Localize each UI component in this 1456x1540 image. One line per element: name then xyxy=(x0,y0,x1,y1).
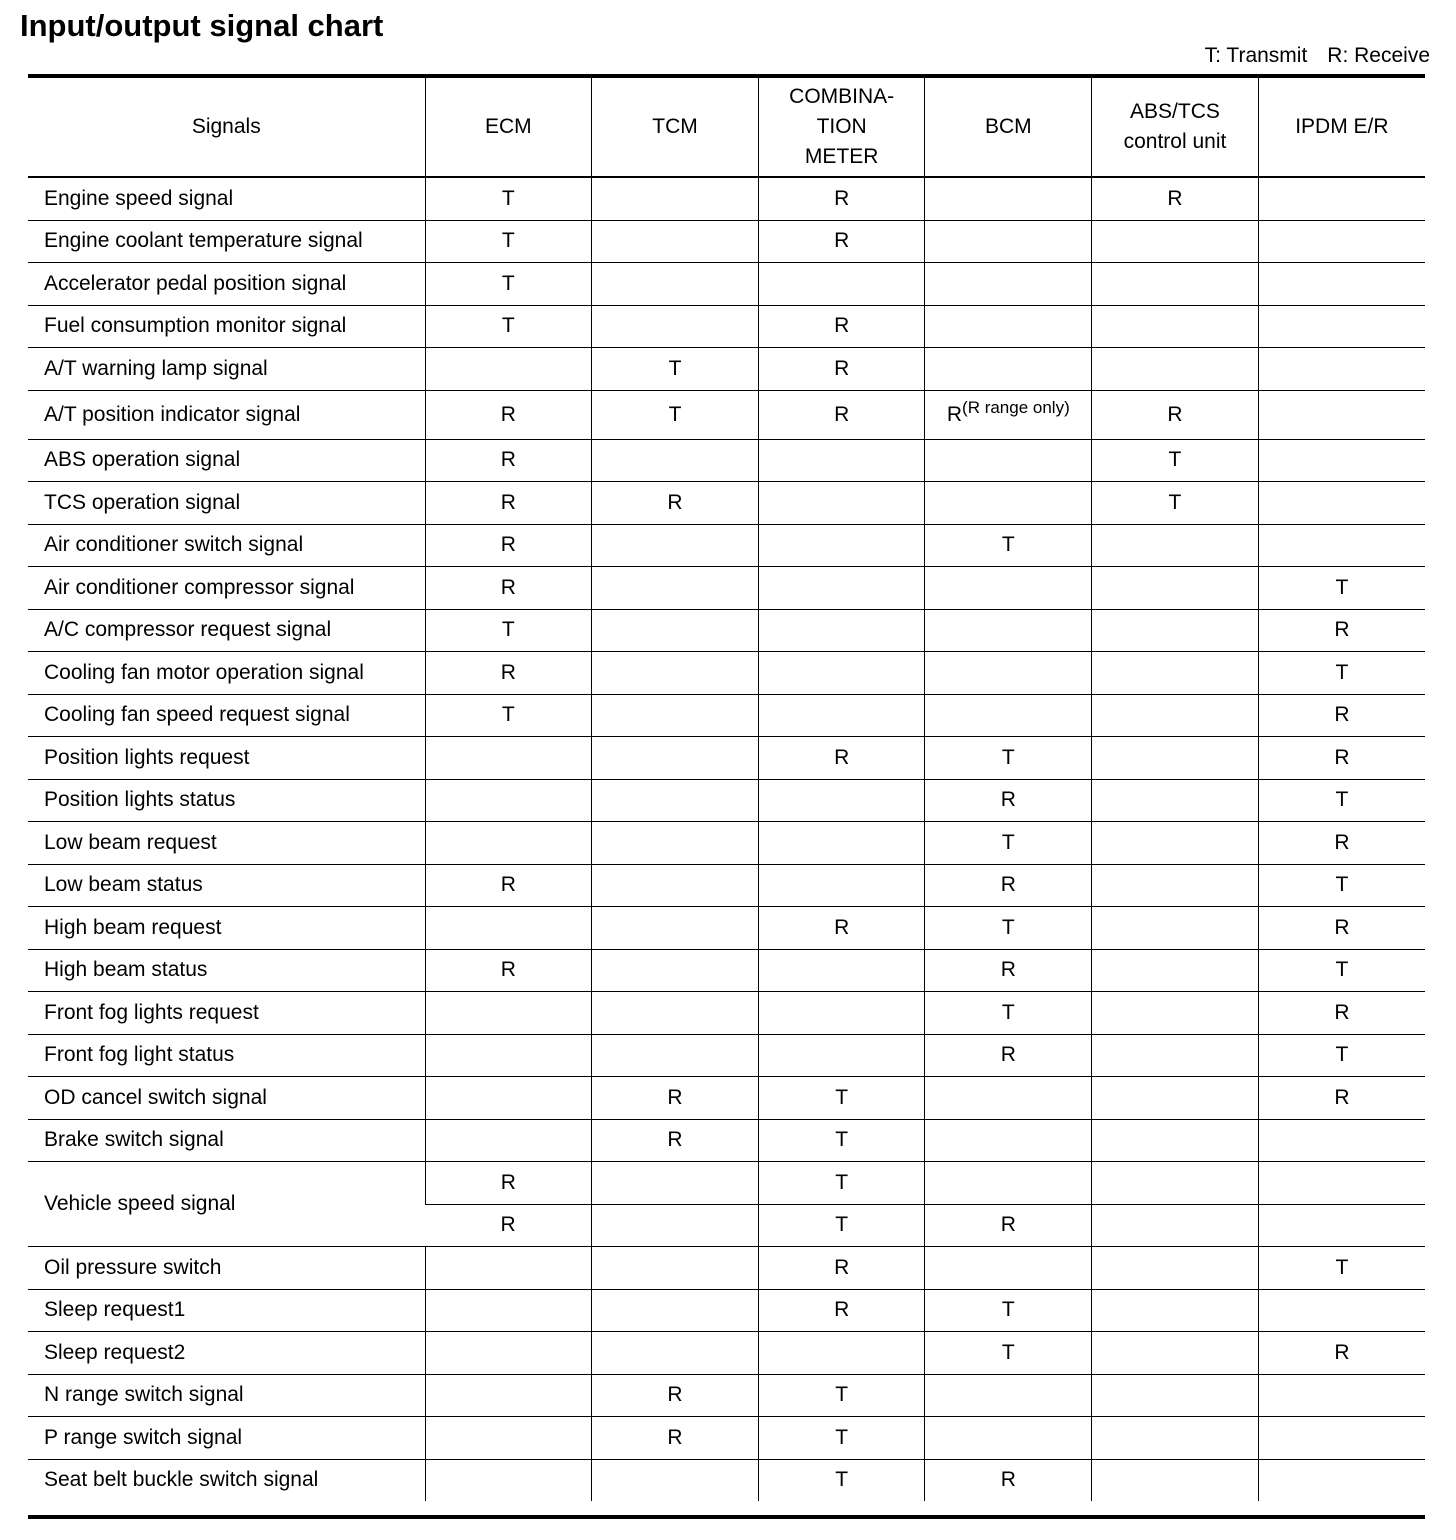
signal-cell xyxy=(425,1034,592,1077)
signal-cell: R xyxy=(425,567,592,610)
table-row xyxy=(28,1077,1425,1120)
signal-cell xyxy=(425,1247,592,1290)
table-row xyxy=(28,524,1425,567)
signal-name: ABS operation signal xyxy=(28,439,425,482)
signal-cell xyxy=(1092,779,1259,822)
signal-name: Fuel consumption monitor signal xyxy=(28,305,425,348)
signal-cell xyxy=(1092,737,1259,780)
signal-cell: R xyxy=(1258,1077,1425,1120)
signal-cell xyxy=(1092,652,1259,695)
signal-name: Cooling fan motor operation signal xyxy=(28,652,425,695)
signal-cell: R xyxy=(1258,737,1425,780)
signal-name: Air conditioner compressor signal xyxy=(28,567,425,610)
signal-cell xyxy=(1258,482,1425,525)
signal-cell xyxy=(1258,1374,1425,1417)
signal-cell: T xyxy=(1258,1247,1425,1290)
signal-cell xyxy=(592,609,759,652)
signal-cell: R xyxy=(1092,390,1259,439)
signal-cell: R xyxy=(1258,992,1425,1035)
signal-cell xyxy=(592,652,759,695)
header-line: TCM xyxy=(652,115,698,138)
signal-cell: T xyxy=(1092,439,1259,482)
table-row xyxy=(28,1289,1425,1332)
table-row xyxy=(28,390,1425,439)
signal-cell xyxy=(758,263,925,306)
signal-cell xyxy=(592,439,759,482)
signal-cell xyxy=(1258,305,1425,348)
signal-cell xyxy=(425,737,592,780)
table-row xyxy=(28,220,1425,263)
signal-cell xyxy=(925,305,1092,348)
signal-cell: R xyxy=(758,390,925,439)
signal-cell: T xyxy=(925,737,1092,780)
signal-cell xyxy=(425,1289,592,1332)
legend-transmit: T: Transmit xyxy=(1204,44,1308,67)
signal-cell xyxy=(925,1162,1092,1205)
signal-name: Vehicle speed signal xyxy=(28,1162,425,1247)
signal-cell xyxy=(425,1119,592,1162)
table-row xyxy=(28,177,1425,220)
signal-cell: R xyxy=(925,864,1092,907)
signal-cell xyxy=(1092,1034,1259,1077)
signal-cell xyxy=(592,305,759,348)
table-row xyxy=(28,949,1425,992)
signal-name: Position lights request xyxy=(28,737,425,780)
signal-cell xyxy=(1258,439,1425,482)
table-row xyxy=(28,567,1425,610)
signal-name: TCS operation signal xyxy=(28,482,425,525)
header-line: IPDM E/R xyxy=(1295,115,1389,138)
signal-cell xyxy=(592,1459,759,1501)
signal-cell xyxy=(925,263,1092,306)
signal-cell xyxy=(1258,177,1425,220)
signal-cell xyxy=(758,567,925,610)
signal-cell: T xyxy=(925,992,1092,1035)
table-row xyxy=(28,263,1425,306)
signal-cell: R xyxy=(1092,177,1259,220)
table-row xyxy=(28,348,1425,391)
signal-cell xyxy=(925,1077,1092,1120)
signal-cell: T xyxy=(925,822,1092,865)
signal-cell xyxy=(925,439,1092,482)
signal-cell xyxy=(1092,1289,1259,1332)
signal-cell: T xyxy=(925,524,1092,567)
signal-cell xyxy=(925,1119,1092,1162)
signal-cell xyxy=(1258,1289,1425,1332)
signal-cell: R xyxy=(758,1289,925,1332)
signal-cell: R xyxy=(592,1077,759,1120)
signal-cell xyxy=(592,567,759,610)
signal-name: Front fog light status xyxy=(28,1034,425,1077)
legend xyxy=(1205,44,1430,68)
signal-name: Air conditioner switch signal xyxy=(28,524,425,567)
table-row xyxy=(28,1119,1425,1162)
page-title: Input/output signal chart xyxy=(20,8,384,43)
signal-cell xyxy=(592,263,759,306)
signal-cell: T xyxy=(1258,567,1425,610)
signal-cell xyxy=(1258,348,1425,391)
signal-name: N range switch signal xyxy=(28,1374,425,1417)
signal-name: Low beam request xyxy=(28,822,425,865)
table-row xyxy=(28,694,1425,737)
signal-cell: R xyxy=(1258,694,1425,737)
signal-cell xyxy=(1092,822,1259,865)
signal-name: Sleep request1 xyxy=(28,1289,425,1332)
header-bcm xyxy=(925,78,1092,177)
signal-cell xyxy=(1092,992,1259,1035)
signal-name: High beam request xyxy=(28,907,425,950)
table-row xyxy=(28,609,1425,652)
signal-cell: R xyxy=(425,652,592,695)
signal-cell xyxy=(425,1374,592,1417)
signal-cell xyxy=(425,907,592,950)
signal-cell xyxy=(758,1034,925,1077)
legend-receive: R: Receive xyxy=(1327,44,1430,67)
signal-cell xyxy=(1092,220,1259,263)
header-ecm xyxy=(425,78,592,177)
signal-cell xyxy=(1092,1417,1259,1460)
signal-cell: R xyxy=(758,907,925,950)
signal-cell xyxy=(925,177,1092,220)
signal-cell xyxy=(1092,1459,1259,1501)
signal-cell xyxy=(592,1162,759,1205)
signal-name: High beam status xyxy=(28,949,425,992)
table-row xyxy=(28,305,1425,348)
table-body xyxy=(28,177,1425,1501)
signal-cell xyxy=(592,1204,759,1247)
header-ipdm xyxy=(1258,78,1425,177)
signal-cell: T xyxy=(758,1162,925,1205)
signal-cell: R xyxy=(592,1374,759,1417)
signal-cell: R xyxy=(758,348,925,391)
signal-cell xyxy=(1258,1162,1425,1205)
signal-cell xyxy=(1092,1374,1259,1417)
signal-name: Cooling fan speed request signal xyxy=(28,694,425,737)
signal-cell: R xyxy=(592,1119,759,1162)
signal-cell xyxy=(758,439,925,482)
signal-cell: T xyxy=(758,1077,925,1120)
signal-cell: T xyxy=(425,220,592,263)
signal-chart-table xyxy=(28,78,1425,1501)
signal-name: P range switch signal xyxy=(28,1417,425,1460)
signal-cell xyxy=(592,864,759,907)
signal-cell: R xyxy=(925,1459,1092,1501)
signal-cell xyxy=(1258,390,1425,439)
header-line: TION xyxy=(816,115,867,138)
signal-cell: R xyxy=(425,482,592,525)
signal-cell xyxy=(425,1332,592,1375)
signal-cell xyxy=(592,822,759,865)
signal-cell: R xyxy=(425,864,592,907)
signal-cell xyxy=(758,652,925,695)
signal-value: R xyxy=(946,402,963,426)
signal-cell: T xyxy=(925,907,1092,950)
table-row xyxy=(28,1459,1425,1501)
signal-cell xyxy=(1092,907,1259,950)
signal-cell xyxy=(758,992,925,1035)
table-row xyxy=(28,822,1425,865)
signal-cell: T xyxy=(1092,482,1259,525)
signal-cell: R xyxy=(1258,907,1425,950)
signal-cell: R xyxy=(1258,822,1425,865)
signal-cell xyxy=(925,1374,1092,1417)
header-abs-tcs xyxy=(1092,78,1259,177)
signal-cell: R xyxy=(758,305,925,348)
signal-name: A/C compressor request signal xyxy=(28,609,425,652)
signal-cell xyxy=(425,1459,592,1501)
signal-cell xyxy=(1092,864,1259,907)
signal-cell: R xyxy=(1258,1332,1425,1375)
signal-cell xyxy=(1092,305,1259,348)
signal-cell: T xyxy=(425,694,592,737)
signal-cell xyxy=(1092,1162,1259,1205)
signal-cell xyxy=(758,482,925,525)
signal-name: OD cancel switch signal xyxy=(28,1077,425,1120)
header-line: ABS/TCS xyxy=(1130,100,1220,123)
signal-cell xyxy=(425,348,592,391)
signal-cell xyxy=(592,949,759,992)
signal-cell: R xyxy=(425,390,592,439)
signal-cell xyxy=(592,1332,759,1375)
signal-name: A/T position indicator signal xyxy=(28,390,425,439)
table-row xyxy=(28,1332,1425,1375)
signal-cell xyxy=(1092,609,1259,652)
signal-cell: T xyxy=(758,1459,925,1501)
signal-note: (R range only) xyxy=(962,397,1070,417)
signal-cell: R xyxy=(425,1162,592,1205)
header-line: METER xyxy=(804,145,879,168)
signal-cell xyxy=(1258,220,1425,263)
signal-cell xyxy=(1092,1204,1259,1247)
signal-name: Engine speed signal xyxy=(28,177,425,220)
header-line: ECM xyxy=(485,115,532,138)
table-row xyxy=(28,1162,1425,1205)
table-row xyxy=(28,907,1425,950)
signal-cell xyxy=(925,348,1092,391)
signal-cell: R xyxy=(925,1204,1092,1247)
signal-cell xyxy=(758,524,925,567)
signal-cell: T xyxy=(425,177,592,220)
signal-cell: T xyxy=(425,609,592,652)
signal-cell xyxy=(925,652,1092,695)
table-row xyxy=(28,737,1425,780)
signal-cell xyxy=(925,567,1092,610)
table-row xyxy=(28,652,1425,695)
signal-cell: R xyxy=(925,779,1092,822)
signal-cell xyxy=(592,1247,759,1290)
table-row xyxy=(28,1247,1425,1290)
signal-cell: T xyxy=(592,390,759,439)
signal-cell: T xyxy=(925,1289,1092,1332)
signal-cell: T xyxy=(1258,1034,1425,1077)
signal-cell xyxy=(758,864,925,907)
signal-cell xyxy=(1092,1119,1259,1162)
signal-cell: R xyxy=(425,524,592,567)
signal-cell xyxy=(925,482,1092,525)
signal-name: Front fog lights request xyxy=(28,992,425,1035)
signal-cell: R xyxy=(925,1034,1092,1077)
signal-name: Accelerator pedal position signal xyxy=(28,263,425,306)
signal-cell xyxy=(1258,263,1425,306)
signal-cell: R xyxy=(1258,609,1425,652)
header-line: control unit xyxy=(1123,130,1227,153)
signal-cell xyxy=(758,694,925,737)
signal-cell xyxy=(592,737,759,780)
signal-name: Low beam status xyxy=(28,864,425,907)
signal-cell: T xyxy=(1258,864,1425,907)
signal-cell: T xyxy=(425,263,592,306)
signal-cell: R xyxy=(425,439,592,482)
table-row xyxy=(28,1417,1425,1460)
signal-cell: R xyxy=(758,737,925,780)
bottom-rule xyxy=(28,1515,1425,1519)
signal-cell xyxy=(1092,524,1259,567)
signal-cell: T xyxy=(592,348,759,391)
signal-cell xyxy=(592,907,759,950)
table-row xyxy=(28,779,1425,822)
header-line: BCM xyxy=(984,115,1032,138)
signal-cell xyxy=(592,1034,759,1077)
signal-cell: R xyxy=(425,1204,592,1247)
signal-cell: T xyxy=(758,1417,925,1460)
signal-cell: T xyxy=(758,1204,925,1247)
signal-cell xyxy=(425,992,592,1035)
signal-cell xyxy=(1092,949,1259,992)
signal-cell xyxy=(758,1332,925,1375)
signal-name: Oil pressure switch xyxy=(28,1247,425,1290)
signal-cell: T xyxy=(758,1374,925,1417)
signal-cell xyxy=(1092,694,1259,737)
signal-cell: R xyxy=(925,949,1092,992)
header-row xyxy=(28,78,1425,177)
signal-cell xyxy=(925,1417,1092,1460)
signal-cell xyxy=(1092,567,1259,610)
signal-cell xyxy=(1258,524,1425,567)
signal-cell: T xyxy=(758,1119,925,1162)
header-tcm xyxy=(592,78,759,177)
table-row xyxy=(28,1034,1425,1077)
signal-cell: T xyxy=(1258,652,1425,695)
signal-cell xyxy=(592,524,759,567)
signal-cell xyxy=(425,822,592,865)
table-row xyxy=(28,482,1425,525)
signal-cell xyxy=(925,1247,1092,1290)
signal-cell xyxy=(425,779,592,822)
signal-name: Seat belt buckle switch signal xyxy=(28,1459,425,1501)
signal-cell xyxy=(425,1417,592,1460)
header-signals: Signals xyxy=(28,78,425,177)
signal-cell xyxy=(758,779,925,822)
header-combination-meter xyxy=(758,78,925,177)
signal-cell xyxy=(1258,1417,1425,1460)
signal-cell xyxy=(1092,1247,1259,1290)
signal-cell xyxy=(592,177,759,220)
signal-name: A/T warning lamp signal xyxy=(28,348,425,391)
signal-cell: T xyxy=(1258,949,1425,992)
signal-name: Brake switch signal xyxy=(28,1119,425,1162)
signal-cell xyxy=(925,609,1092,652)
signal-cell xyxy=(1258,1204,1425,1247)
signal-name: Engine coolant temperature signal xyxy=(28,220,425,263)
signal-cell xyxy=(1258,1119,1425,1162)
signal-cell: T xyxy=(1258,779,1425,822)
signal-name: Position lights status xyxy=(28,779,425,822)
table-row xyxy=(28,439,1425,482)
signal-cell xyxy=(592,992,759,1035)
signal-cell: R xyxy=(425,949,592,992)
signal-cell: R xyxy=(592,1417,759,1460)
signal-cell: R xyxy=(758,220,925,263)
signal-cell xyxy=(1258,1459,1425,1501)
header-line: COMBINA- xyxy=(789,85,895,108)
signal-cell xyxy=(592,1289,759,1332)
signal-cell xyxy=(592,220,759,263)
table-row xyxy=(28,864,1425,907)
table-row xyxy=(28,992,1425,1035)
signal-cell: T xyxy=(425,305,592,348)
signal-cell xyxy=(758,822,925,865)
signal-cell: R xyxy=(758,1247,925,1290)
signal-cell xyxy=(592,779,759,822)
signal-cell: T xyxy=(925,1332,1092,1375)
signal-cell xyxy=(1092,348,1259,391)
signal-cell xyxy=(592,694,759,737)
signal-cell xyxy=(925,694,1092,737)
signal-name: Sleep request2 xyxy=(28,1332,425,1375)
signal-cell xyxy=(1092,263,1259,306)
signal-cell xyxy=(425,1077,592,1120)
signal-cell xyxy=(1092,1332,1259,1375)
signal-cell: R xyxy=(758,177,925,220)
signal-cell xyxy=(925,390,1092,439)
signal-cell: R xyxy=(592,482,759,525)
signal-cell xyxy=(925,220,1092,263)
signal-cell xyxy=(758,609,925,652)
signal-cell xyxy=(1092,1077,1259,1120)
signal-cell xyxy=(758,949,925,992)
table-row xyxy=(28,1374,1425,1417)
